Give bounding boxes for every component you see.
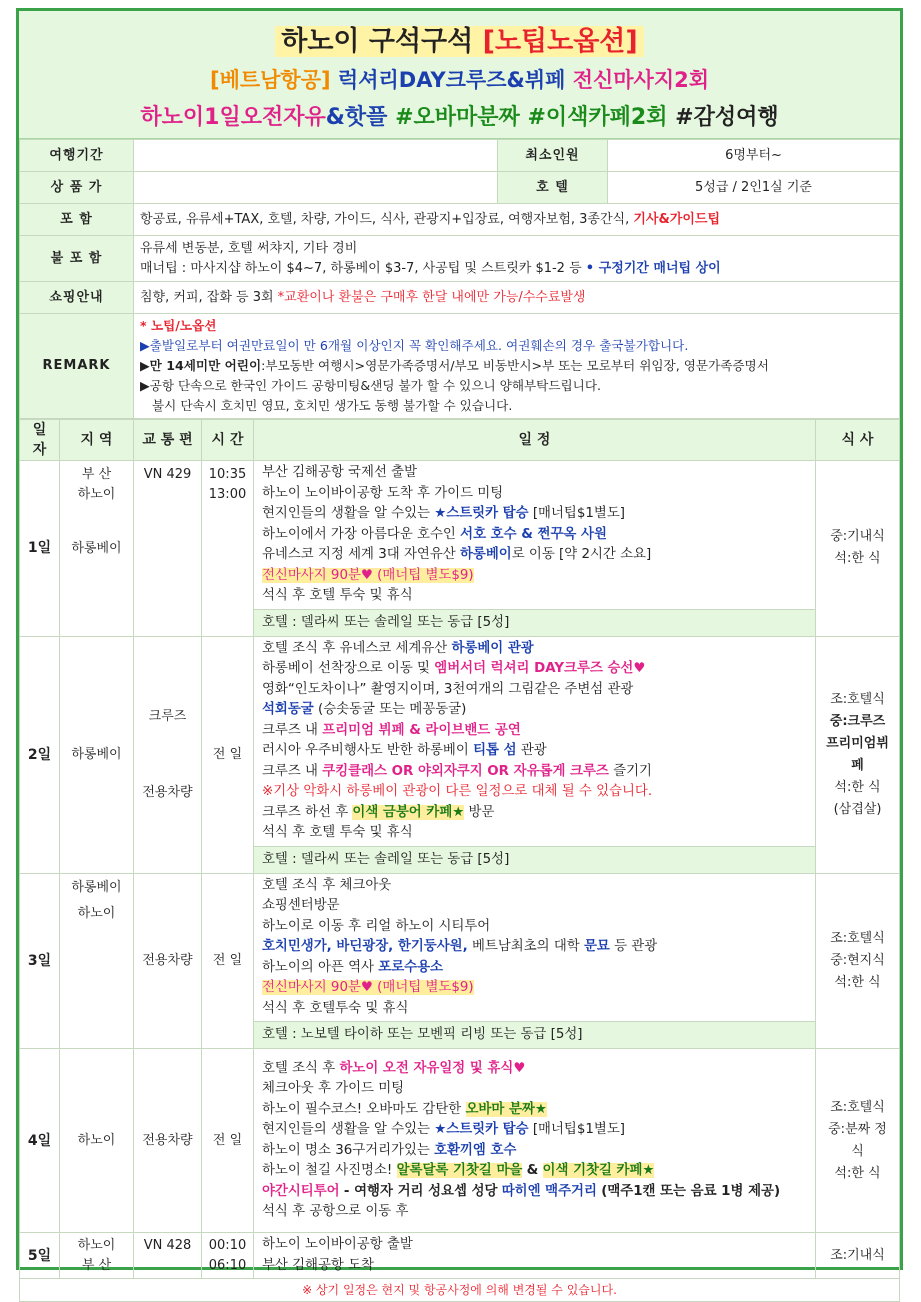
day-3-area bbox=[60, 873, 134, 1049]
day-1-meal bbox=[816, 461, 900, 637]
schedule-line: 석식 후 호텔 투숙 및 휴식 bbox=[262, 825, 413, 840]
meal-text: 석:한 식 bbox=[834, 974, 881, 990]
exclude-line1: 유류세 변동분, 호텔 써챠지, 기타 경비 bbox=[140, 240, 358, 256]
schedule-line: 하노이로 이동 후 리얼 하노이 시티투어 bbox=[262, 918, 491, 934]
price-label: 상 품 가 bbox=[20, 172, 134, 204]
include-value bbox=[134, 204, 900, 236]
schedule-line bbox=[262, 659, 807, 680]
exclude-note: • 구정기간 매너팁 상이 bbox=[585, 260, 721, 276]
schedule-highlight: 하롱베이 관광 bbox=[451, 640, 534, 656]
head-area: 지 역 bbox=[60, 420, 134, 461]
schedule-line bbox=[262, 1182, 807, 1203]
schedule-line: 석식 후 공항으로 이동 후 bbox=[262, 1204, 409, 1219]
schedule-line bbox=[262, 1100, 807, 1121]
schedule-line bbox=[262, 545, 807, 566]
schedule-line bbox=[262, 1059, 807, 1080]
schedule-line bbox=[262, 762, 807, 783]
schedule-text: & bbox=[526, 1163, 539, 1178]
schedule-line bbox=[262, 639, 807, 660]
exclude-label: 불 포 함 bbox=[20, 236, 134, 282]
include-label: 포 함 bbox=[20, 204, 134, 236]
remark-value bbox=[134, 314, 900, 419]
include-tip: 기사&가이드팁 bbox=[633, 211, 721, 227]
area-text: 하롱베이 bbox=[71, 879, 122, 895]
shop-label: 쇼핑안내 bbox=[20, 282, 134, 314]
schedule-highlight: 호치민생가, 바딘광장, 한기둥사원, bbox=[262, 939, 468, 954]
remark-line: ▶출발일로부터 여권만료일이 만 6개월 이상인지 꼭 확인해주세요. 여권훼손의 경우 출국불가합니다. bbox=[140, 338, 689, 353]
schedule-text: 하노이에서 가장 아름다운 호수인 bbox=[262, 526, 456, 542]
remark-line: ▶공항 단속으로 한국인 가이드 공항미팅&샌딩 불가 할 수 있으니 양해부탁드립니다. bbox=[140, 378, 602, 393]
head-transport: 교 통 편 bbox=[134, 420, 202, 461]
head-schedule: 일 정 bbox=[254, 420, 816, 461]
area-text: 부 산 bbox=[81, 1257, 112, 1273]
meal-text: 조:호텔식 bbox=[830, 930, 885, 946]
free-tag: 하노이1일오전자유 bbox=[140, 105, 326, 130]
schedule-line bbox=[262, 700, 807, 721]
time-text: 10:35 bbox=[208, 467, 247, 482]
schedule-highlight: 야간시티투어 bbox=[262, 1183, 340, 1199]
day-1-hotel: 호텔 : 델라씨 또는 솔레일 또는 동급 [5성] bbox=[254, 609, 816, 636]
day-4: 4일 bbox=[20, 1049, 60, 1233]
exclude-value bbox=[134, 236, 900, 282]
meal-text: 프리미엄뷔페 bbox=[826, 735, 889, 773]
day-4-schedule bbox=[254, 1049, 816, 1233]
schedule-text: - 여행자 거리 성요셉 성당 bbox=[343, 1183, 498, 1199]
schedule-line: 쇼핑센터방문 bbox=[262, 898, 340, 913]
day-2-hotel: 호텔 : 델라씨 또는 솔레일 또는 동급 [5성] bbox=[254, 846, 816, 873]
schedule-highlight: 포로수용소 bbox=[378, 959, 443, 975]
exclude-line2-text: 매너팁 : 마사지샵 하노이 $4~7, 하롱베이 $3-7, 사공팁 및 스트릿카 $1-2 등 bbox=[140, 260, 582, 276]
header bbox=[19, 11, 900, 139]
title-tag: [노팁노옵션] bbox=[482, 26, 638, 57]
area-text: 하롱베이 bbox=[71, 541, 122, 556]
schedule-line: 석식 후 호텔투숙 및 휴식 bbox=[262, 1000, 409, 1016]
schedule-line: 체크아웃 후 가이드 미팅 bbox=[262, 1081, 405, 1096]
include-text: 항공료, 유류세+TAX, 호텔, 차량, 가이드, 식사, 관광지+입장료, 여행자보험, 3종간식, bbox=[140, 211, 630, 227]
schedule-text: (승솟동굴 또는 메꽁동굴) bbox=[318, 702, 467, 717]
schedule-text: 관광 bbox=[520, 743, 547, 758]
time-text: 13:00 bbox=[208, 487, 247, 502]
airline-tag: [베트남항공] bbox=[209, 68, 331, 92]
hotel-label: 호 텔 bbox=[498, 172, 608, 204]
area-text: 하노이 bbox=[77, 487, 116, 502]
schedule-highlight: 문묘 bbox=[583, 939, 610, 954]
massage-highlight: 전신마사지 90분♥ (매너팁 별도$9) bbox=[262, 567, 474, 583]
time-text: 06:10 bbox=[208, 1257, 247, 1273]
meal-text: 중:분짜 정식 bbox=[828, 1121, 887, 1159]
schedule-highlight: ★스트릿카 탑승 bbox=[434, 1122, 529, 1137]
day-5: 5일 bbox=[20, 1233, 60, 1279]
schedule-text: 등 관광 bbox=[614, 939, 658, 954]
schedule-line bbox=[262, 1120, 807, 1141]
schedule-line: 부산 김해공항 국제선 출발 bbox=[262, 465, 418, 480]
schedule-highlight: 하노이 오전 자유일정 및 휴식♥ bbox=[339, 1060, 526, 1076]
schedule-line: 영화“인도차이나” 촬영지이며, 3천여개의 그림같은 주변섬 관광 bbox=[262, 681, 634, 697]
schedule-text: 즐기기 bbox=[613, 763, 652, 779]
meal-text: 중:기내식 bbox=[830, 529, 885, 545]
schedule-line: 호텔 조식 후 체크아웃 bbox=[262, 877, 392, 893]
day-5-transport: VN 428 bbox=[134, 1233, 202, 1279]
day-5-area bbox=[60, 1233, 134, 1279]
schedule-line bbox=[262, 741, 807, 762]
schedule-highlight: 티톱 섬 bbox=[473, 743, 517, 758]
schedule-line bbox=[262, 1141, 807, 1162]
schedule-text: 러시아 우주비행사도 반한 하롱베이 bbox=[262, 743, 469, 758]
day-2-transport bbox=[134, 636, 202, 873]
schedule-text: 하노이 철길 사진명소! bbox=[262, 1163, 393, 1178]
schedule-text: 호텔 조식 후 유네스코 세계유산 bbox=[262, 640, 448, 656]
exclude-line2 bbox=[140, 259, 893, 279]
schedule-text: [매너팁$1별도] bbox=[532, 1122, 625, 1137]
day-3-meal bbox=[816, 873, 900, 1049]
day-3-schedule bbox=[254, 873, 816, 1022]
transport-text: 크루즈 bbox=[148, 708, 187, 724]
transport-text: 전용차량 bbox=[142, 784, 193, 800]
day-5-time bbox=[202, 1233, 254, 1279]
period-label: 여행기간 bbox=[20, 140, 134, 172]
schedule-text: 크루즈 하선 후 bbox=[262, 804, 349, 820]
train-highlight: 알록달록 기찻길 마을 bbox=[396, 1163, 523, 1178]
obama-highlight: 오바마 분짜★ bbox=[465, 1101, 547, 1117]
schedule-text: 현지인들의 생활을 알 수있는 bbox=[262, 506, 430, 521]
day-4-transport: 전용차량 bbox=[134, 1049, 202, 1233]
day-1-time bbox=[202, 461, 254, 637]
meal-text: 중:현지식 bbox=[830, 952, 885, 968]
schedule-highlight: 서호 호수 & 쩐꾸옥 사원 bbox=[460, 526, 607, 542]
schedule-warning: ※기상 악화시 하롱베이 관광이 다른 일정으로 대체 될 수 있습니다. bbox=[262, 784, 653, 799]
schedule-line bbox=[262, 1161, 807, 1182]
remark-line bbox=[140, 356, 893, 376]
subtitle-line3 bbox=[19, 100, 900, 131]
schedule-highlight: 하롱베이 bbox=[459, 547, 512, 562]
remark-line: * 노팁/노옵션 bbox=[140, 318, 217, 333]
day-4-time: 전 일 bbox=[202, 1049, 254, 1233]
area-text: 부 산 bbox=[81, 467, 112, 482]
schedule-highlight: 따히엔 맥주거리 bbox=[501, 1183, 597, 1199]
schedule-highlight: ★스트릿카 탑승 bbox=[434, 506, 529, 521]
itinerary-page bbox=[16, 8, 903, 1297]
head-meal: 식 사 bbox=[816, 420, 900, 461]
title-text: 하노이 구석구석 bbox=[281, 26, 474, 57]
cafe-tag: #이색카페2회 bbox=[527, 105, 668, 130]
cafe-highlight: 이색 금붕어 카페★ bbox=[352, 804, 465, 820]
price-value bbox=[134, 172, 498, 204]
meal-text: 조:호텔식 bbox=[830, 691, 885, 707]
meal-text: (삼겹살) bbox=[833, 801, 882, 817]
day-3: 3일 bbox=[20, 873, 60, 1049]
schedule-highlight: 쿠킹클래스 OR 야외자쿠지 OR 자유롭게 크루즈 bbox=[322, 763, 609, 779]
day-2-schedule bbox=[254, 636, 816, 846]
day-4-meal bbox=[816, 1049, 900, 1233]
day-2-meal bbox=[816, 636, 900, 873]
schedule-text: 유네스코 지정 세계 3대 자연유산 bbox=[262, 547, 456, 562]
schedule-line bbox=[262, 721, 807, 742]
shop-text: 침향, 커피, 잡화 등 3회 bbox=[140, 289, 274, 305]
obama-tag: #오바마분짜 bbox=[395, 105, 520, 130]
head-day: 일 자 bbox=[20, 420, 60, 461]
day-2: 2일 bbox=[20, 636, 60, 873]
remark-label: REMARK bbox=[20, 314, 134, 419]
schedule-line bbox=[262, 978, 807, 999]
schedule-highlight: 호환끼엠 호수 bbox=[434, 1142, 517, 1158]
schedule-line bbox=[262, 958, 807, 979]
schedule-highlight: 프리미엄 뷔페 & 라이브밴드 공연 bbox=[322, 722, 521, 738]
remark-bold: ▶만 14세미만 어린이 bbox=[140, 358, 262, 373]
main-title bbox=[19, 11, 900, 58]
footer-note: ※ 상기 일정은 현지 및 항공사정에 의해 변경될 수 있습니다. bbox=[20, 1279, 900, 1302]
subtitle-line2 bbox=[19, 64, 900, 94]
train-cafe-highlight: 이색 기찻길 카페★ bbox=[542, 1163, 655, 1178]
remark-line: 불시 단속시 호치민 영묘, 호치민 생가도 동행 불가할 수 있습니다. bbox=[152, 398, 513, 413]
day-3-transport: 전용차량 bbox=[134, 873, 202, 1049]
remark-text: :부모동반 여행시>영문가족증명서/부모 비동반시>부 또는 모로부터 위임장, 영문가족증명서 bbox=[261, 358, 769, 373]
info-table bbox=[19, 139, 900, 419]
day-3-hotel: 호텔 : 노보텔 타이하 또는 모벤픽 리빙 또는 동급 [5성] bbox=[254, 1022, 816, 1049]
schedule-text: 방문 bbox=[468, 804, 495, 820]
schedule-text: 크루즈 내 bbox=[262, 722, 318, 738]
cruise-tag: 럭셔리DAY크루즈&뷔페 bbox=[337, 68, 566, 92]
day-5-schedule bbox=[254, 1233, 816, 1279]
massage-highlight: 전신마사지 90분♥ (매너팁 별도$9) bbox=[262, 980, 474, 995]
schedule-highlight: 석회동굴 bbox=[262, 702, 314, 717]
head-time: 시 간 bbox=[202, 420, 254, 461]
day-1-area bbox=[60, 461, 134, 637]
schedule-text: 하노이 명소 36구거리가있는 bbox=[262, 1142, 430, 1158]
schedule-line bbox=[262, 803, 807, 824]
schedule-text: 하노이 필수코스! 오바마도 감탄한 bbox=[262, 1101, 462, 1117]
area-text: 하노이 bbox=[77, 1237, 116, 1253]
schedule-line: 하노이 노이바이공항 도착 후 가이드 미팅 bbox=[262, 485, 504, 501]
schedule-line bbox=[262, 504, 807, 525]
meal-text: 석:한 식 bbox=[834, 551, 881, 567]
min-label: 최소인원 bbox=[498, 140, 608, 172]
day-3-time: 전 일 bbox=[202, 873, 254, 1049]
day-1-transport: VN 429 bbox=[134, 461, 202, 637]
cruise-highlight: 엠버서더 럭셔리 DAY크루즈 승선♥ bbox=[434, 661, 646, 676]
schedule-text: 현지인들의 생활을 알 수있는 bbox=[262, 1122, 430, 1137]
meal-text: 조:호텔식 bbox=[830, 1099, 885, 1115]
hot-tag: &핫플 bbox=[325, 105, 388, 130]
itinerary-table bbox=[19, 419, 900, 1302]
period-value bbox=[134, 140, 498, 172]
schedule-line bbox=[262, 937, 807, 958]
day-5-meal: 조:기내식 bbox=[816, 1233, 900, 1279]
schedule-text: 호텔 조식 후 bbox=[262, 1060, 336, 1076]
schedule-text: 하롱베이 선착장으로 이동 및 bbox=[262, 661, 430, 676]
schedule-text: [매너팁$1별도] bbox=[532, 506, 625, 521]
schedule-line: 석식 후 호텔 투숙 및 휴식 bbox=[262, 588, 413, 603]
day-2-time: 전 일 bbox=[202, 636, 254, 873]
day-4-area: 하노이 bbox=[60, 1049, 134, 1233]
day-2-area: 하롱베이 bbox=[60, 636, 134, 873]
hotel-value: 5성급 / 2인1실 기준 bbox=[608, 172, 900, 204]
shop-note: *교환이나 환불은 구매후 한달 내에만 가능/수수료발생 bbox=[277, 289, 586, 305]
schedule-text: 하노이의 아픈 역사 bbox=[262, 959, 374, 975]
schedule-line: 부산 김해공항 도착 bbox=[262, 1257, 374, 1273]
schedule-text: 로 이동 [약 2시간 소요] bbox=[511, 547, 652, 562]
schedule-text: 크루즈 내 bbox=[262, 763, 318, 779]
schedule-text: 베트남최초의 대학 bbox=[471, 939, 580, 954]
meal-text: 석:한 식 bbox=[834, 779, 881, 795]
schedule-line bbox=[262, 566, 807, 587]
time-text: 00:10 bbox=[208, 1237, 247, 1253]
area-text: 하노이 bbox=[77, 905, 116, 921]
schedule-line: 하노이 노이바이공항 출발 bbox=[262, 1237, 413, 1252]
day-1-schedule bbox=[254, 461, 816, 610]
mood-tag: #감성여행 bbox=[675, 105, 779, 130]
schedule-line bbox=[262, 525, 807, 546]
meal-text: 중:크루즈 bbox=[829, 713, 886, 729]
day-1: 1일 bbox=[20, 461, 60, 637]
shop-value bbox=[134, 282, 900, 314]
massage-tag: 전신마사지2회 bbox=[572, 68, 710, 92]
schedule-text: (맥주1캔 또는 음료 1병 제공) bbox=[601, 1183, 781, 1199]
meal-text: 석:한 식 bbox=[834, 1165, 881, 1181]
min-value: 6명부터~ bbox=[608, 140, 900, 172]
